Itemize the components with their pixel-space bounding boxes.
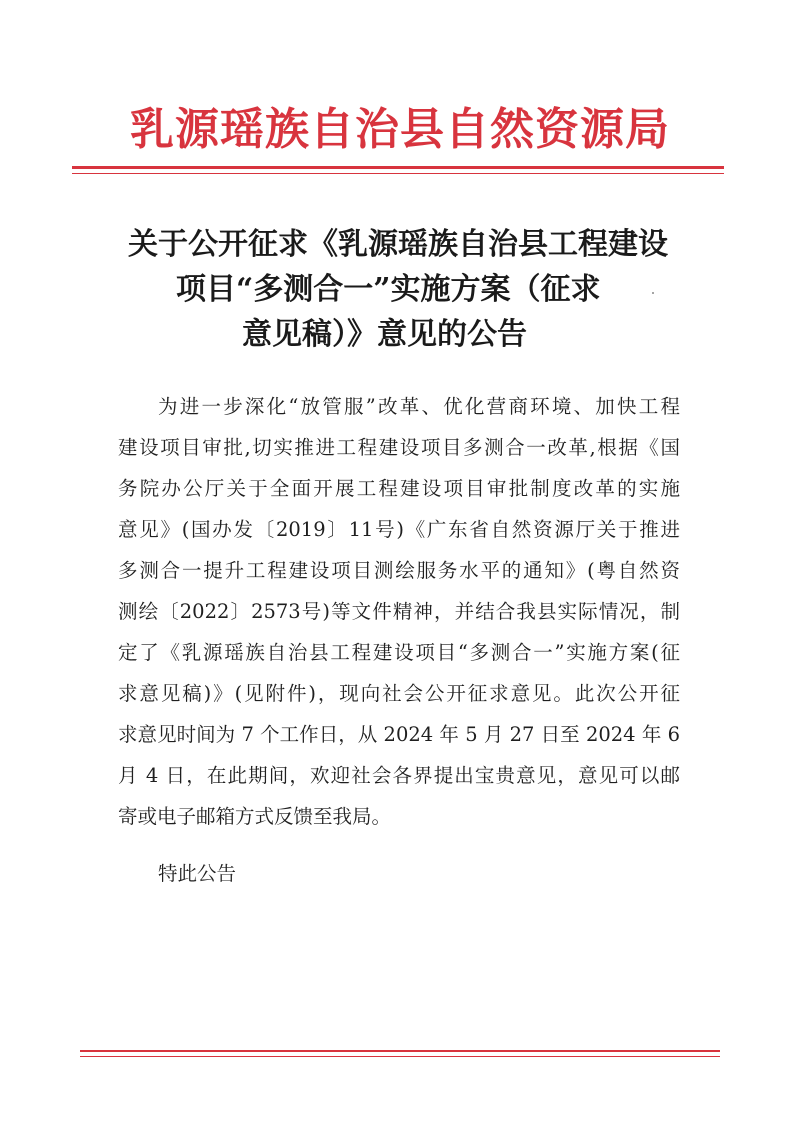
body-line: 意见》(国办发〔2019〕11号)《广东省自然资源厅关于推进: [118, 518, 680, 541]
body-line: 寄或电子邮箱方式反馈至我局。: [118, 805, 392, 828]
footer-divider-thick: [80, 1050, 720, 1052]
body-line: 为进一步深化“放管服”改革、优化营商环境、加快工程: [158, 395, 680, 418]
body-line: 建设项目审批,切实推进工程建设项目多测合一改革,根据《国: [118, 436, 680, 459]
body-line: 务院办公厅关于全面开展工程建设项目审批制度改革的实施: [118, 477, 680, 500]
title-line-3: 意见稿）》意见的公告: [242, 317, 527, 352]
body-line: 求意见稿)》(见附件)，现向社会公开征求意见。此次公开征: [118, 682, 680, 705]
title-line-2: 项目“多测合一”实施方案（征求: [176, 272, 601, 307]
title-line-1: 关于公开征求《乳源瑶族自治县工程建设: [128, 227, 668, 262]
body-line: 测绘〔2022〕2573号)等文件精神，并结合我县实际情况，制: [118, 600, 680, 623]
organization-header: 乳源瑶族自治县自然资源局: [130, 104, 670, 155]
closing-remark: 特此公告: [158, 862, 237, 885]
body-line: 月 4 日，在此期间，欢迎社会各界提出宝贵意见，意见可以邮: [118, 764, 680, 787]
body-line: 多测合一提升工程建设项目测绘服务水平的通知》(粤自然资: [118, 559, 680, 582]
body-line: 求意见时间为 7 个工作日，从 2024 年 5 月 27 日至 2024 年 6: [118, 723, 680, 746]
scan-speck: [652, 292, 654, 294]
announcement-title: [100, 222, 700, 357]
header-divider-thick: [72, 166, 724, 169]
footer-divider-thin: [80, 1056, 720, 1057]
announcement-body: [118, 386, 680, 837]
body-line: 定了《乳源瑶族自治县工程建设项目“多测合一”实施方案(征: [118, 641, 680, 664]
header-divider-thin: [72, 173, 724, 174]
